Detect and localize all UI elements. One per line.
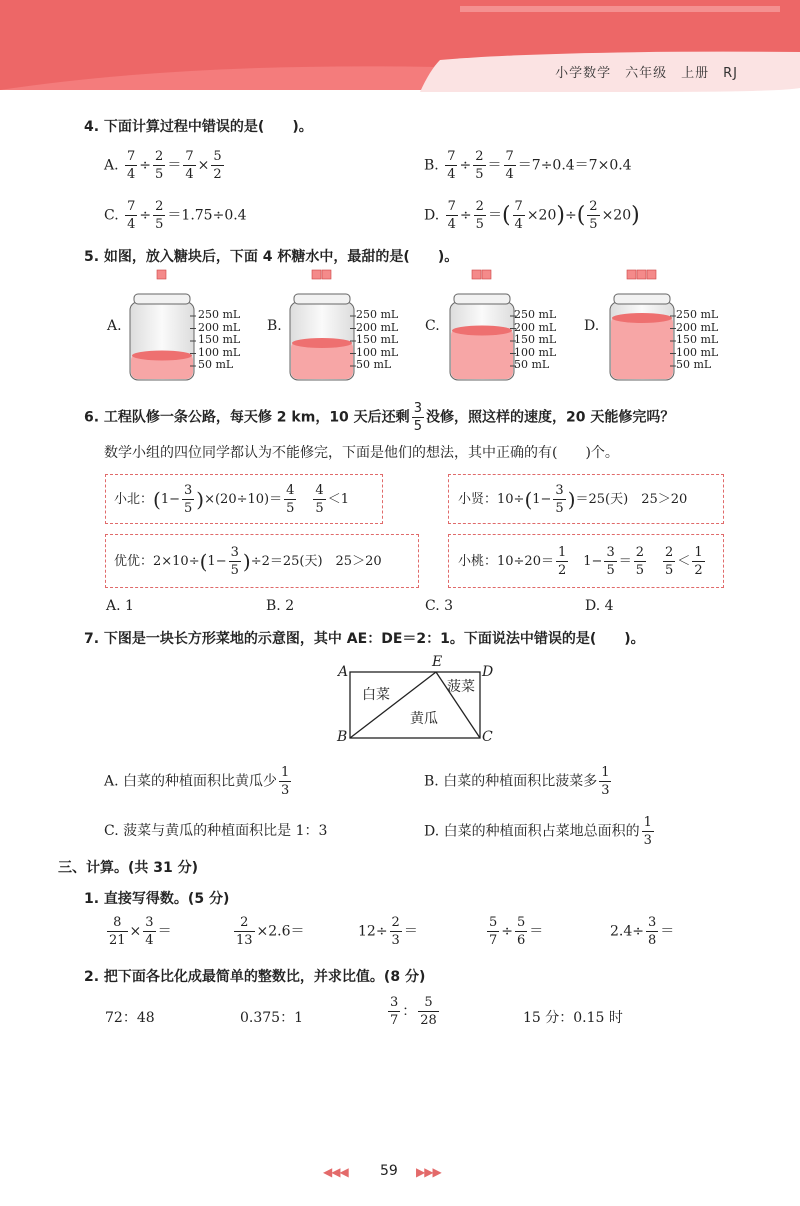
frac: $\frac{2}{3}$ xyxy=(391,915,400,948)
sugar-water xyxy=(451,329,513,380)
frac: $\frac{7}{4}$ xyxy=(185,149,194,182)
frac: $\frac{3}{8}$ xyxy=(648,915,657,948)
section3-title: 三、计算。(共 31 分) xyxy=(58,860,199,876)
frac: $\frac{2}{13}$ xyxy=(236,915,253,948)
frac: $\frac{1}{2}$ xyxy=(694,545,703,578)
frac: $\frac{3}{4}$ xyxy=(145,915,154,948)
q5-jars-figure xyxy=(100,268,740,388)
jar-d xyxy=(610,270,676,380)
q6-option-b[interactable]: B. 2 xyxy=(266,598,295,614)
q7-option-a[interactable]: A. 白菜的种植面积比黄瓜少 $\frac{1}{3}$ xyxy=(104,765,290,798)
q4-option-a[interactable]: A. $\frac{7}{4}$ ÷ $\frac{2}{5}$ ＝ $\frac{7}{4}$ × $\frac{5}{2}$ xyxy=(104,149,222,182)
frac: $\frac{1}{3}$ xyxy=(643,815,652,848)
q4-d-label: D. xyxy=(424,207,440,224)
q4-b-tail: ＝7÷0.4＝7×0.4 xyxy=(517,157,632,174)
frac: $\frac{7}{4}$ xyxy=(127,199,136,232)
q7-rectangle-diagram xyxy=(330,656,500,748)
q6-box-xiaobei-text: 小北：(1− $\frac{3}{5}$ )×(20÷10)＝ $\frac{4}{5}$ $\frac{4}{5}$ ＜1 xyxy=(114,483,349,516)
q4-b-label: B. xyxy=(424,157,439,174)
q7-region-baicai: 白菜 xyxy=(362,687,390,703)
frac: $\frac{2}{5}$ xyxy=(635,545,645,578)
frac: $\frac{7}{4}$ xyxy=(505,149,514,182)
q7-point-c: C xyxy=(482,729,493,745)
frac: $\frac{2}{5}$ xyxy=(589,199,598,232)
frac: $\frac{3}{5}$ xyxy=(606,545,615,578)
next-arrows-icon: ▶▶▶ xyxy=(416,1165,441,1179)
calc-4[interactable]: $\frac{5}{7}$ ÷ $\frac{5}{6}$ ＝ xyxy=(489,915,544,948)
q6-box-xiaoxian-text: 小贤：10÷(1− $\frac{3}{5}$ )＝25(天) 25＞20 xyxy=(458,483,688,516)
jar-d-scale: 250 mL 200 mL 150 mL 100 mL 50 mL xyxy=(676,308,719,371)
ratio-1[interactable]: 72：48 xyxy=(105,1010,155,1026)
sugar-water xyxy=(611,316,673,379)
q7-point-d: D xyxy=(482,664,494,680)
jar-c-scale: 250 mL 200 mL 150 mL 100 mL 50 mL xyxy=(514,308,557,371)
frac: $\frac{3}{7}$ xyxy=(390,995,399,1028)
ratio-2[interactable]: 0.375：1 xyxy=(240,1010,303,1026)
q4-option-c[interactable]: C. $\frac{7}{4}$ ÷ $\frac{2}{5}$ ＝1.75÷0.4 xyxy=(104,199,247,232)
frac: $\frac{7}{4}$ xyxy=(127,149,136,182)
q7-stem: 7. 下图是一块长方形菜地的示意图，其中 AE：DE＝2：1。下面说法中错误的是( )。 xyxy=(84,631,645,647)
calc-5[interactable]: 2.4÷ $\frac{3}{8}$ ＝ xyxy=(610,915,675,948)
frac: $\frac{3}{5}$ xyxy=(555,483,564,516)
frac: $\frac{4}{5}$ xyxy=(315,483,324,516)
jar-b xyxy=(290,270,356,380)
q6-option-c[interactable]: C. 3 xyxy=(425,598,454,614)
frac: $\frac{1}{3}$ xyxy=(281,765,290,798)
q4-stem: 4. 下面计算过程中错误的是( )。 xyxy=(84,119,313,135)
frac: $\frac{3}{5}$ xyxy=(230,545,239,578)
q7-option-b[interactable]: B. 白菜的种植面积比菠菜多 $\frac{1}{3}$ xyxy=(424,765,610,798)
frac: $\frac{7}{4}$ xyxy=(514,199,523,232)
jar-c xyxy=(450,270,516,380)
page-number: 59 xyxy=(380,1163,398,1179)
frac: $\frac{5}{7}$ xyxy=(489,915,498,948)
sugar-cube-icon xyxy=(627,270,636,279)
calc-2[interactable]: $\frac{2}{13}$ ×2.6＝ xyxy=(236,915,305,948)
frac: $\frac{5}{28}$ xyxy=(420,995,437,1028)
sugar-cube-icon xyxy=(637,270,646,279)
frac: $\frac{3}{5}$ xyxy=(184,483,193,516)
q7-region-bocai: 菠菜 xyxy=(447,679,475,695)
q4-c-tail: ＝1.75÷0.4 xyxy=(167,207,247,224)
q6-box-youyou-text: 优优：2×10÷(1− $\frac{3}{5}$ )÷2＝25(天) 25＞20 xyxy=(114,545,382,578)
sugar-cube-icon xyxy=(322,270,331,279)
frac: $\frac{1}{2}$ xyxy=(557,545,567,578)
q6-stem2: 数学小组的四位同学都认为不能修完，下面是他们的想法，其中正确的有( )个。 xyxy=(104,445,619,461)
q5-option-a[interactable]: A. xyxy=(107,318,122,334)
sec3-part2: 2. 把下面各比化成最简单的整数比，并求比值。(8 分) xyxy=(84,969,426,985)
q6-stem: 6. 工程队修一条公路，每天修 2 km，10 天后还剩 $\frac{3}{5}$ 没修，照这样的速度，20 天能修完吗？ xyxy=(84,401,675,434)
calc-1[interactable]: $\frac{8}{21}$ × $\frac{3}{4}$ ＝ xyxy=(109,915,172,948)
frac: $\frac{5}{2}$ xyxy=(213,149,222,182)
q6-box-xiaotao-text: 小桃：10÷20＝ $\frac{1}{2}$ 1− $\frac{3}{5}$ ＝ $\frac{2}{5}$ $\frac{2}{5}$ ＜ $\frac{1}{2}$ xyxy=(458,545,703,578)
q4-option-b[interactable]: B. $\frac{7}{4}$ ÷ $\frac{2}{5}$ ＝ $\frac{7}{4}$ ＝7÷0.4＝7×0.4 xyxy=(424,149,632,182)
frac: $\frac{7}{4}$ xyxy=(447,199,456,232)
header-text: 小学数学 六年级 上册 RJ xyxy=(555,66,738,81)
q5-option-c[interactable]: C. xyxy=(425,318,440,334)
q7-point-a: A xyxy=(338,664,349,680)
q4-c-label: C. xyxy=(104,207,119,224)
prev-arrows-icon: ◀◀◀ xyxy=(323,1165,348,1179)
frac: $\frac{2}{5}$ xyxy=(475,149,484,182)
frac: $\frac{2}{5}$ xyxy=(475,199,484,232)
jar-b-scale: 250 mL 200 mL 150 mL 100 mL 50 mL xyxy=(356,308,399,371)
sec3-part1: 1. 直接写得数。(5 分) xyxy=(84,891,230,907)
frac: $\frac{7}{4}$ xyxy=(447,149,456,182)
jar-a-scale: 250 mL 200 mL 150 mL 100 mL 50 mL xyxy=(198,308,241,371)
frac: $\frac{2}{5}$ xyxy=(155,199,164,232)
calc-3[interactable]: 12÷ $\frac{2}{3}$ ＝ xyxy=(358,915,418,948)
jar-a xyxy=(130,270,196,380)
q7-option-d[interactable]: D. 白菜的种植面积占菜地总面积的 $\frac{1}{3}$ xyxy=(424,815,652,848)
q5-option-b[interactable]: B. xyxy=(267,318,282,334)
frac: $\frac{2}{5}$ xyxy=(155,149,164,182)
q7-region-huanggua: 黄瓜 xyxy=(410,711,438,727)
q7-point-b: B xyxy=(337,729,348,745)
frac: $\frac{2}{5}$ xyxy=(665,545,674,578)
sugar-cube-icon xyxy=(482,270,491,279)
q7-option-c[interactable]: C. 菠菜与黄瓜的种植面积比是 1：3 xyxy=(104,823,328,839)
sugar-cube-icon xyxy=(647,270,656,279)
sugar-cube-icon xyxy=(157,270,166,279)
frac: $\frac{8}{21}$ xyxy=(109,915,126,948)
q4-a-label: A. xyxy=(104,157,119,174)
frac: $\frac{5}{6}$ xyxy=(517,915,526,948)
q4-option-d[interactable]: D. $\frac{7}{4}$ ÷ $\frac{2}{5}$ ＝( $\frac{7}{4}$ ×20)÷( $\frac{2}{5}$ ×20) xyxy=(424,199,640,232)
q6-option-a[interactable]: A. 1 xyxy=(106,598,134,614)
ratio-3[interactable]: $\frac{3}{7}$ ： $\frac{5}{28}$ xyxy=(390,995,437,1028)
frac: $\frac{4}{5}$ xyxy=(286,483,295,516)
frac: $\frac{1}{3}$ xyxy=(601,765,610,798)
sugar-cube-icon xyxy=(312,270,321,279)
q5-stem: 5. 如图，放入糖块后，下面 4 杯糖水中，最甜的是( )。 xyxy=(84,249,459,265)
q5-option-d[interactable]: D. xyxy=(584,318,600,334)
ratio-4[interactable]: 15 分：0.15 时 xyxy=(523,1010,623,1026)
sugar-cube-icon xyxy=(472,270,481,279)
frac: $\frac{3}{5}$ xyxy=(413,401,422,434)
q7-point-e: E xyxy=(432,654,443,670)
q6-option-d[interactable]: D. 4 xyxy=(585,598,614,614)
